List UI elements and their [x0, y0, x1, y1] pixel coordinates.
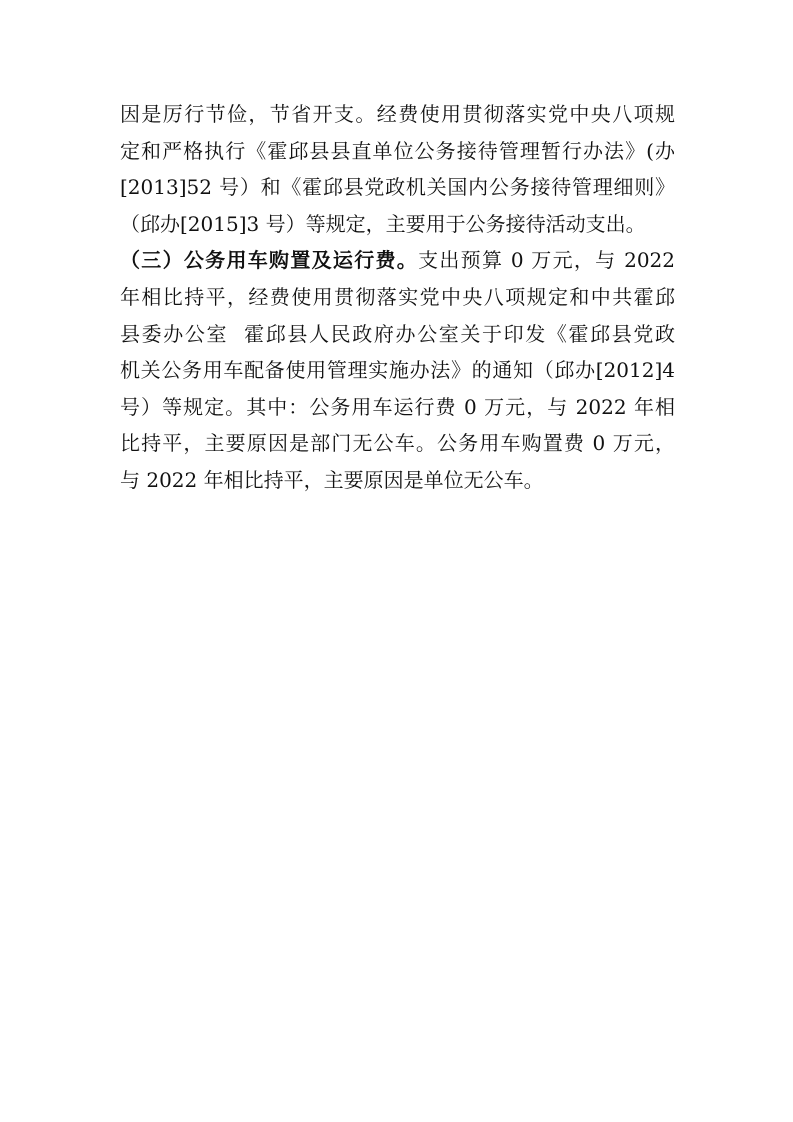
paragraph-line: 因是厉行节俭，节省开支。经费使用贯彻落实党中央八项规: [120, 102, 675, 126]
paragraph-line: 定和严格执行《霍邱县县直单位公务接待管理暂行办法》(办: [120, 138, 675, 163]
paragraph-line: 年相比持平，经费使用贯彻落实党中央八项规定和中共霍邱: [120, 284, 675, 309]
section-first-line-text: 支出预算 0 万元，与 2022: [418, 248, 675, 273]
paragraph-line: 比持平，主要原因是部门无公车。公务用车购置费 0 万元，: [120, 431, 675, 456]
paragraph-line: 号）等规定。其中：公务用车运行费 0 万元，与 2022 年相: [120, 394, 675, 419]
body-text: [120, 96, 675, 499]
paragraph-line: 县委办公室 霍邱县人民政府办公室关于印发《霍邱县党政: [120, 321, 675, 346]
section-heading: （三）公务用车购置及运行费。: [120, 248, 419, 273]
paragraph-line: （邱办[2015]3 号）等规定，主要用于公务接待活动支出。: [120, 211, 646, 236]
paragraph-line: 机关公务用车配备使用管理实施办法》的通知（邱办[2012]4: [120, 358, 675, 383]
paragraph-line: 与 2022 年相比持平，主要原因是单位无公车。: [120, 467, 544, 492]
section-heading-line: [120, 242, 675, 279]
paragraph-line: [2013]52 号）和《霍邱县党政机关国内公务接待管理细则》: [120, 175, 675, 200]
